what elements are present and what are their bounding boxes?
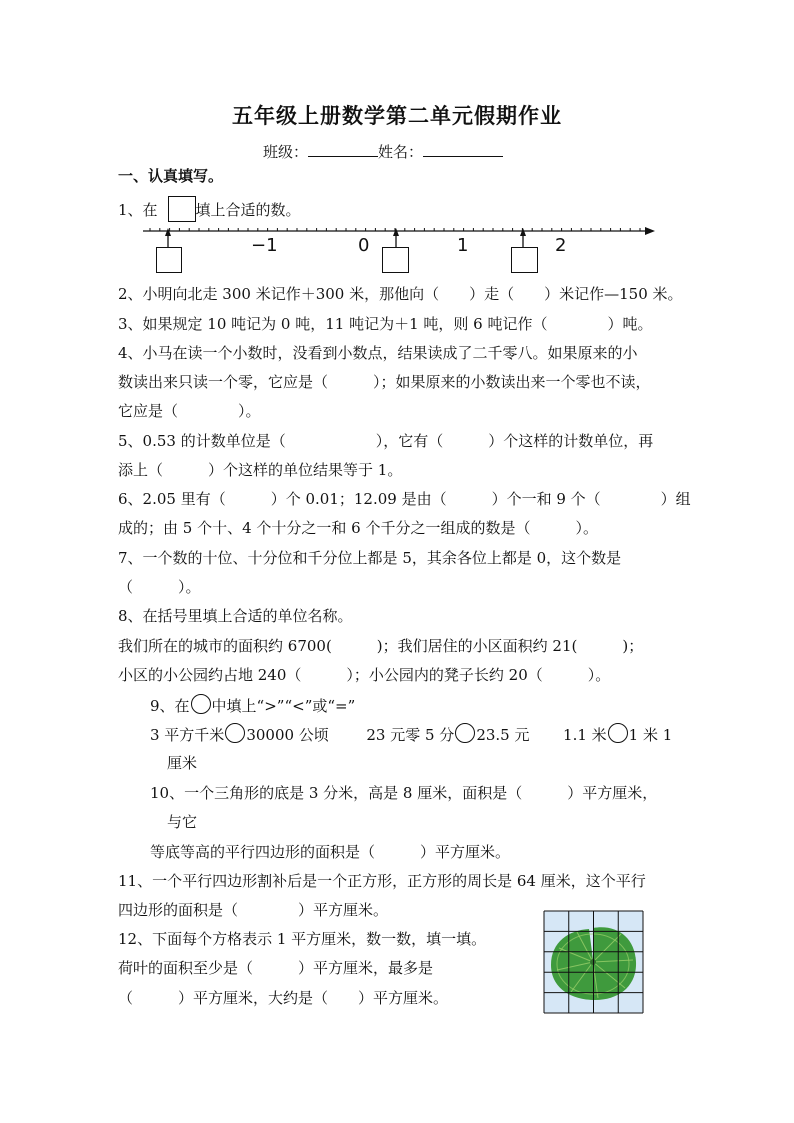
q12-line2: 荷叶的面积至少是（ ）平方厘米，最多是 [118, 959, 434, 977]
q11-line1: 11、一个平行四边形割补后是一个正方形，正方形的周长是 64 厘米，这个平行 [118, 872, 646, 890]
tick-label-neg1: −1 [251, 235, 278, 256]
compare-circle-3[interactable] [608, 723, 628, 743]
q7-line2: （ ）。 [118, 578, 201, 596]
lotus-leaf-grid [543, 910, 644, 1014]
q8-line2: 我们所在的城市的面积约 6700( )；我们居住的小区面积约 21( )； [118, 637, 644, 655]
q3: 3、如果规定 10 吨记为 0 吨，11 吨记为＋1 吨，则 6 吨记作（ ）吨。 [118, 315, 653, 333]
q11-line2: 四边形的面积是（ ）平方厘米。 [118, 901, 389, 919]
class-label: 班级： [263, 143, 309, 161]
q8-line3: 小区的小公园约占地 240（ ）；小公园内的凳子长约 20（ ）。 [118, 666, 611, 684]
page-title: 五年级上册数学第二单元假期作业 [232, 103, 562, 128]
q4-line3: 它应是（ ）。 [118, 402, 261, 420]
q4-line2: 数读出来只读一个零，它应是（ ）；如果原来的小数读出来一个零也不读， [118, 373, 651, 391]
q9-post: 中填上“>”“<”或“=” [211, 697, 356, 715]
q6-line2: 成的；由 5 个十、4 个十分之一和 6 个千分之一组成的数是（ ）。 [118, 519, 598, 537]
tick-label-1: 1 [457, 235, 469, 256]
q9-wrap: 厘米 [167, 754, 198, 772]
q6-line1: 6、2.05 里有（ ）个 0.01；12.09 是由（ ）个一和 9 个（ ）组 [118, 490, 691, 508]
q9-item1-left: 3 平方千米 [150, 726, 225, 744]
q5-line2: 添上（ ）个这样的单位结果等于 1。 [118, 461, 403, 479]
q8-line1: 8、在括号里填上合适的单位名称。 [118, 607, 353, 625]
q9-item3-right: 1 米 1 [628, 726, 673, 744]
q1-pre: 1、在 [118, 201, 158, 219]
compare-circle-1[interactable] [225, 723, 245, 743]
q9-pre: 9、在 [150, 697, 190, 715]
answer-box-3[interactable] [511, 247, 538, 273]
q12-line3: （ ）平方厘米，大约是（ ）平方厘米。 [118, 989, 449, 1007]
section-heading: 一、认真填写。 [118, 167, 224, 185]
q7-line1: 7、一个数的十位、十分位和千分位上都是 5，其余各位上都是 0，这个数是 [118, 549, 622, 567]
q9-item2-left: 23 元零 5 分 [366, 726, 455, 744]
q10-line2: 与它 [167, 813, 198, 831]
q1-post: 填上合适的数。 [195, 201, 301, 219]
q9-prompt [150, 694, 355, 716]
compare-circle-sample [191, 694, 211, 714]
q12-line1: 12、下面每个方格表示 1 平方厘米，数一数，填一填。 [118, 930, 487, 948]
name-label: 姓名： [378, 143, 424, 161]
q5-line1: 5、0.53 的计数单位是（ ），它有（ ）个这样的计数单位，再 [118, 432, 654, 450]
compare-circle-2[interactable] [455, 723, 475, 743]
q9-items [150, 723, 672, 745]
q9-item2-right: 23.5 元 [476, 726, 530, 744]
answer-box-1[interactable] [156, 247, 182, 273]
q9-item1-right: 30000 公顷 [246, 726, 329, 744]
q10-line3: 等底等高的平行四边形的面积是（ ）平方厘米。 [150, 843, 511, 861]
answer-box-2[interactable] [382, 247, 409, 273]
tick-label-2: 2 [555, 235, 567, 256]
tick-label-0: 0 [358, 235, 370, 256]
q10-line1: 10、一个三角形的底是 3 分米，高是 8 厘米，面积是（ ）平方厘米， [150, 784, 658, 802]
q9-item3-left: 1.1 米 [563, 726, 607, 744]
q2: 2、小明向北走 300 米记作＋300 米，那他向（ ）走（ ）米记作—150 米。 [118, 285, 683, 303]
q4-line1: 4、小马在读一个小数时，没看到小数点，结果读成了二千零八。如果原来的小 [118, 344, 638, 362]
